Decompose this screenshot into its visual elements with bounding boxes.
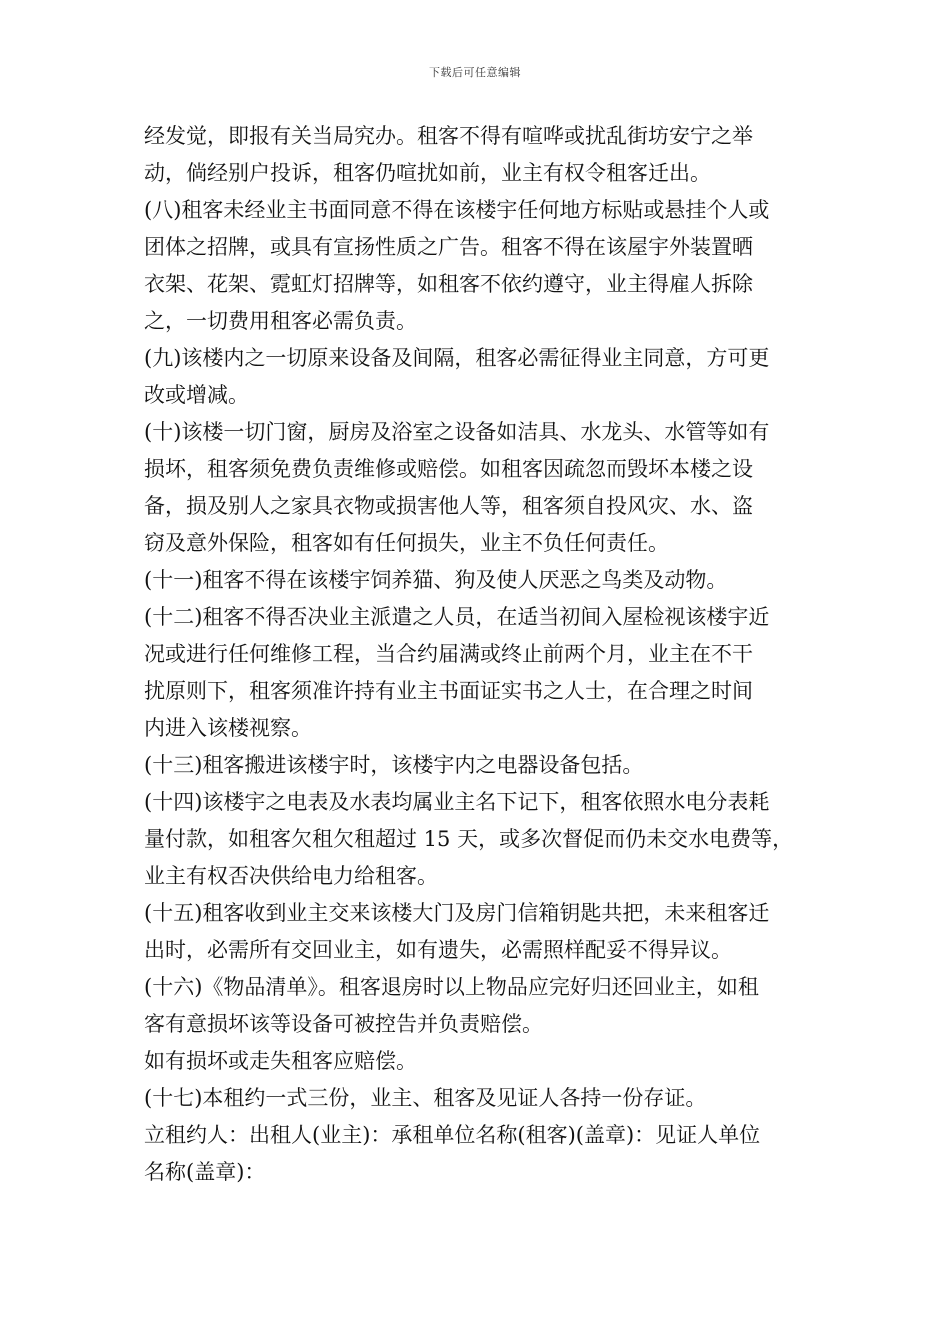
clause-12: (十二)租客不得否决业主派遣之人员，在适当初间入屋检视该楼宇近	[144, 605, 770, 629]
clause-9: (九)该楼内之一切原来设备及间隔，租客必需征得业主同意，方可更	[144, 346, 770, 370]
text-line: 扰原则下，租客须准许持有业主书面证实书之人士，在合理之时间	[144, 679, 753, 703]
text-line: 内进入该楼视察。	[144, 716, 312, 740]
text-line: 出时，必需所有交回业主，如有遗失，必需照样配妥不得异议。	[144, 938, 732, 962]
clause-15: (十五)租客收到业主交来该楼大门及房门信箱钥匙共把，未来租客迁	[144, 901, 770, 925]
text-line: 团体之招牌，或具有宣扬性质之广告。租客不得在该屋宇外装置晒	[144, 235, 753, 259]
clause-17: (十七)本租约一式三份，业主、租客及见证人各持一份存证。	[144, 1086, 707, 1110]
signature-line: 名称(盖章)：	[144, 1160, 266, 1184]
text-line: 业主有权否决供给电力给租客。	[144, 864, 438, 888]
page-header: 下载后可任意编辑	[429, 66, 521, 79]
text-line: 窃及意外保险，租客如有任何损失，业主不负任何责任。	[144, 531, 669, 555]
text-line: 量付款，如租客欠租欠租超过 15 天，或多次督促而仍未交水电费等，	[144, 827, 794, 851]
clause-14: (十四)该楼宇之电表及水表均属业主名下记下，租客依照水电分表耗	[144, 790, 770, 814]
text-line: 之，一切费用租客必需负责。	[144, 309, 417, 333]
text-line: 动，倘经别户投诉，租客仍喧扰如前，业主有权令租客迁出。	[144, 161, 711, 185]
text-line: 备，损及别人之家具衣物或损害他人等，租客须自投风灾、水、盗	[144, 494, 753, 518]
text-line: 衣架、花架、霓虹灯招牌等，如租客不依约遵守，业主得雇人拆除	[144, 272, 753, 296]
clause-11: (十一)租客不得在该楼宇饲养猫、狗及使人厌恶之鸟类及动物。	[144, 568, 728, 592]
text-line: 客有意损坏该等设备可被控告并负责赔偿。	[144, 1012, 543, 1036]
text-line: 如有损坏或走失租客应赔偿。	[144, 1049, 417, 1073]
clause-8: (八)租客未经业主书面同意不得在该楼宇任何地方标贴或悬挂个人或	[144, 198, 770, 222]
document-body	[144, 118, 824, 1191]
text-line: 损坏，租客须免费负责维修或赔偿。如租客因疏忽而毁坏本楼之设	[144, 457, 753, 481]
text-line: 况或进行任何维修工程，当合约届满或终止前两个月，业主在不干	[144, 642, 753, 666]
clause-13: (十三)租客搬进该楼宇时，该楼宇内之电器设备包括。	[144, 753, 644, 777]
clause-16: (十六)《物品清单》。租客退房时以上物品应完好归还回业主，如租	[144, 975, 759, 999]
text-line: 经发觉，即报有关当局究办。租客不得有喧哗或扰乱街坊安宁之举	[144, 124, 753, 148]
clause-10: (十)该楼一切门窗，厨房及浴室之设备如洁具、水龙头、水管等如有	[144, 420, 770, 444]
signature-line: 立租约人：出租人(业主)：承租单位名称(租客)(盖章)：见证人单位	[144, 1123, 761, 1147]
text-line: 改或增减。	[144, 383, 249, 407]
